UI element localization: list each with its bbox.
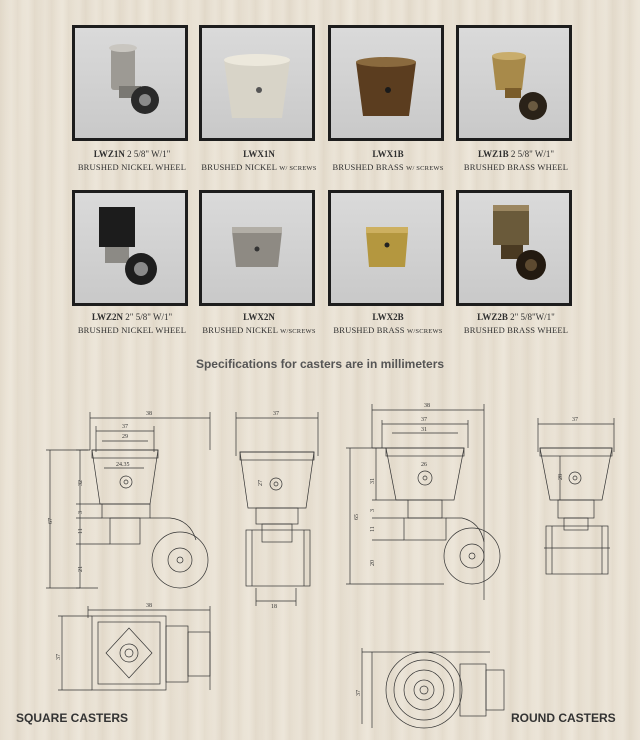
- dim-label: 3: [370, 509, 376, 512]
- caption-lwz2b: LWZ2B 2" 5/8"W/1" BRUSHED BRASS WHEEL: [463, 312, 569, 335]
- dim-label: 18: [271, 604, 277, 610]
- caption-lwx2n: LWX2N BRUSHED NICKEL W/SCREWS: [202, 312, 316, 335]
- dim-label: 24.35: [116, 462, 130, 468]
- round-casters-label: ROUND CASTERS: [511, 711, 616, 725]
- dim-label: 37: [122, 424, 128, 430]
- dim-label: 37: [572, 417, 578, 423]
- dim-label: 26: [421, 462, 427, 468]
- caption-lwx1b: LWX1B BRUSHED BRASS W/ SCREWS: [332, 149, 444, 172]
- dim-label: 3: [78, 511, 84, 514]
- caption-lwx1n: LWX1N BRUSHED NICKEL W/ SCREWS: [201, 149, 317, 172]
- dim-label: 28: [558, 474, 564, 480]
- dim-label: 11: [370, 526, 376, 532]
- caption-lwx2b: LWX2B BRUSHED BRASS W/SCREWS: [333, 312, 443, 335]
- dim-label: 67: [48, 518, 54, 524]
- dim-label: 11: [78, 528, 84, 534]
- dim-label: 32: [78, 480, 84, 486]
- dim-label: 37: [421, 417, 427, 423]
- dim-label: 27: [258, 480, 264, 486]
- dim-label: 37: [356, 690, 362, 696]
- dim-label: 29: [122, 434, 128, 440]
- dim-label: 31: [421, 427, 427, 433]
- caption-lwz2n: LWZ2N 2" 5/8" W/1" BRUSHED NICKEL WHEEL: [77, 312, 187, 335]
- dim-label: 37: [56, 654, 62, 660]
- dim-label: 38: [424, 403, 430, 409]
- dim-label: 38: [146, 603, 152, 609]
- dim-label: 21: [78, 566, 84, 572]
- caption-lwz1b: LWZ1B 2 5/8" W/1" BRUSHED BRASS WHEEL: [463, 149, 569, 172]
- caption-lwz1n: LWZ1N 2 5/8" W/1" BRUSHED NICKEL WHEEL: [77, 149, 187, 172]
- spec-note: Specifications for casters are in millimeters: [195, 357, 445, 371]
- dim-label: 38: [146, 411, 152, 417]
- square-casters-label: SQUARE CASTERS: [16, 711, 129, 725]
- dim-label: 31: [370, 478, 376, 484]
- dim-label: 37: [273, 411, 279, 417]
- dim-label: 20: [370, 560, 376, 566]
- dim-label: 65: [354, 514, 360, 520]
